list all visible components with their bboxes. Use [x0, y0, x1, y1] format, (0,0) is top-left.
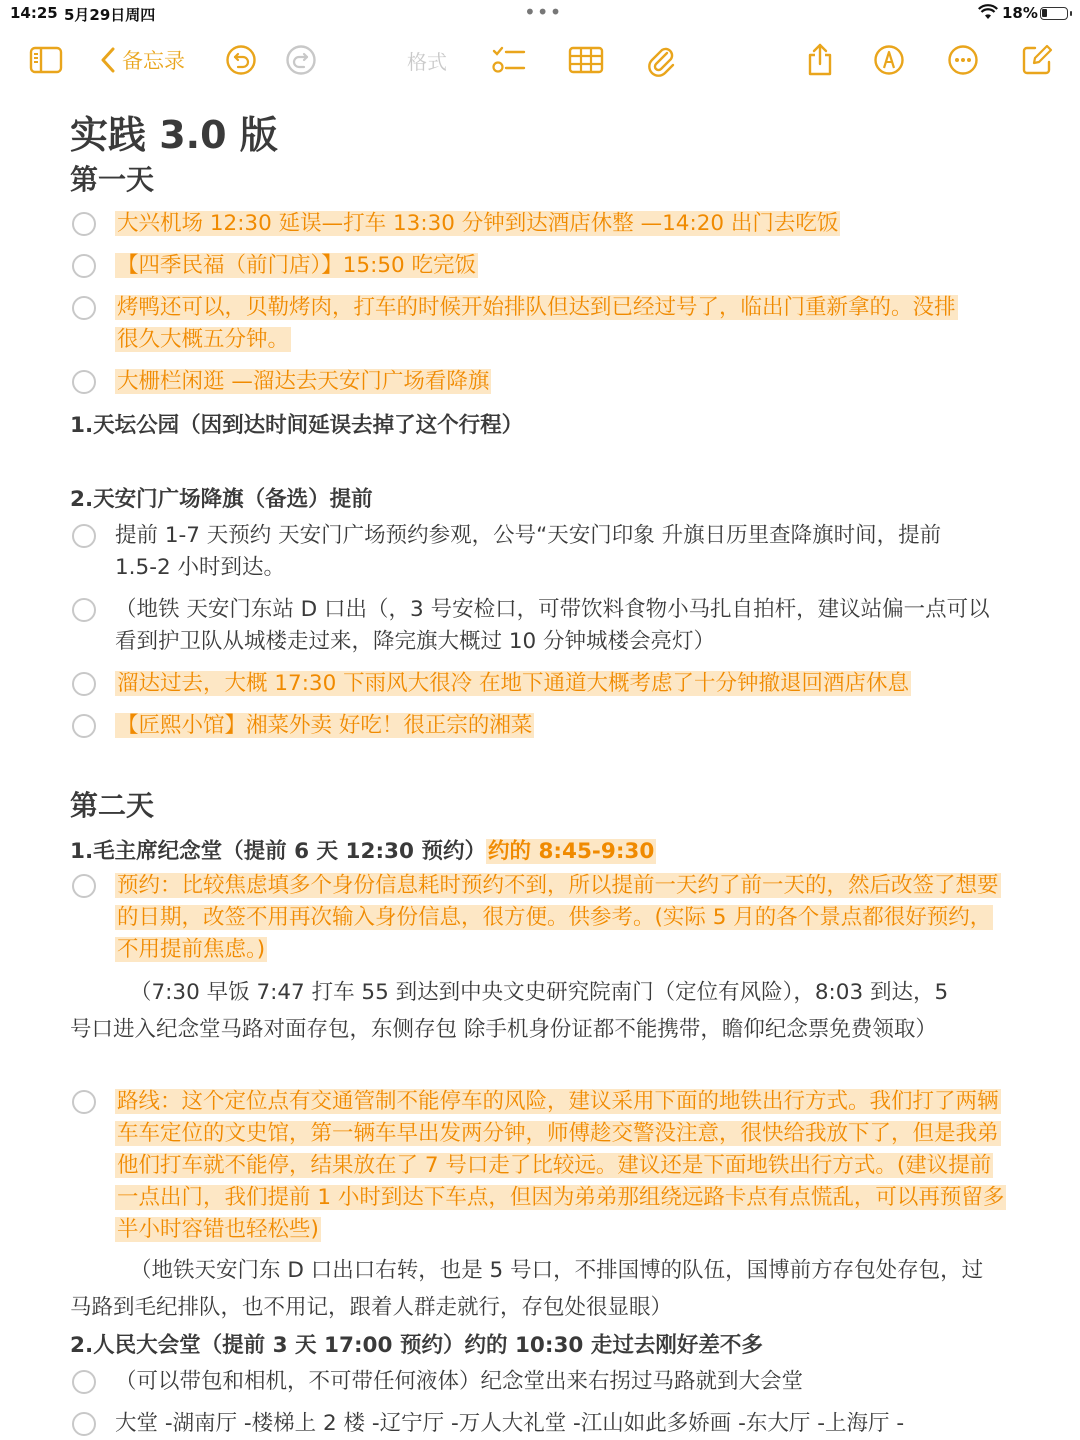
back-label: 备忘录 — [122, 49, 185, 73]
more-options-icon[interactable] — [946, 42, 980, 78]
checkbox[interactable] — [72, 254, 96, 278]
paragraph-subway-route[interactable]: （地铁天安门东 D 口出口右转，也是 5 号口，不排国博的队伍，国博前方存包处存包，过马路到毛纪排队，也不用记，跟着人群走就行，存包处很显眼） — [70, 1258, 984, 1320]
status-date: 5月29日周四 — [64, 6, 156, 24]
checklist-item[interactable] — [70, 710, 1020, 744]
item-text: （地铁 天安门东站 D 口出（，3 号安检口，可带饮料食物小马扎自拍杆，建议站偏一点可以看到护卫队从城楼走过来，降完旗大概过 10 分钟城楼会亮灯） — [115, 597, 990, 654]
checklist-item[interactable] — [70, 366, 1020, 400]
checklist-item[interactable] — [70, 208, 1020, 242]
attachment-icon[interactable] — [644, 42, 678, 78]
item-text: 烤鸭还可以，贝勒烤肉，打车的时候开始排队但达到已经过号了，临出门重新拿的。没排很久大概五分钟。 — [117, 295, 956, 352]
day1-line-flag[interactable]: 2.天安门广场降旗（备选）提前 — [70, 487, 373, 512]
day2-line-great-hall[interactable]: 2.人民大会堂（提前 3 天 17:00 预约）约的 10:30 走过去刚好差不多 — [70, 1333, 763, 1358]
checklist-item[interactable] — [70, 520, 1020, 586]
item-text: （可以带包和相机，不可带任何液体）纪念堂出来右拐过马路就到大会堂 — [115, 1369, 804, 1394]
checkbox[interactable] — [72, 1090, 96, 1114]
battery-icon — [1040, 7, 1068, 20]
redo-icon[interactable] — [284, 42, 318, 78]
format-button[interactable] — [400, 42, 454, 78]
item-text: 大栅栏闲逛 —溜达去天安门广场看降旗 — [117, 369, 490, 394]
memorial-text: 1.毛主席纪念堂（提前 6 天 12:30 预约） — [70, 839, 486, 864]
checkbox[interactable] — [72, 296, 96, 320]
item-text: 预约：比较焦虑填多个身份信息耗时预约不到，所以提前一天约了前一天的，然后改签了想要的日期，改签不用再次输入身份信息，很方便。供参考。(实际 5 月的各个景点都很好预约，不用提前焦虑。) — [117, 873, 999, 962]
format-label: 格式 — [407, 49, 447, 74]
checkbox[interactable] — [72, 370, 96, 394]
undo-icon[interactable] — [224, 42, 258, 78]
checklist-item[interactable] — [70, 668, 1020, 702]
checkbox[interactable] — [72, 714, 96, 738]
heading-day2[interactable]: 第二天 — [70, 789, 155, 822]
item-text: 溜达过去，大概 17:30 下雨风大很冷 在地下通道大概考虑了十分钟撤退回酒店休息 — [117, 671, 909, 696]
checklist-icon[interactable] — [490, 42, 528, 78]
item-text: 大堂 -湖南厅 -楼梯上 2 楼 -辽宁厅 -万人大礼堂 -江山如此多娇画 -东大厅 -上海厅 - — [115, 1411, 905, 1436]
checkbox[interactable] — [72, 1412, 96, 1436]
chevron-left-icon — [100, 47, 116, 73]
paragraph-memorial-route[interactable]: （7:30 早饭 7:47 打车 55 到达到中央文史研究院南门（定位有风险），8:03 到达，5 号口进入纪念堂马路对面存包，东侧存包 除手机身份证都不能携带，瞻仰纪念票免费领取） — [70, 980, 949, 1042]
checkbox[interactable] — [72, 1370, 96, 1394]
checklist-item[interactable] — [70, 1408, 1020, 1440]
item-text: 大兴机场 12:30 延误—打车 13:30 分钟到达酒店休整 —14:20 出门去吃饭 — [117, 211, 839, 236]
checklist-item[interactable] — [70, 870, 1020, 968]
heading-day1[interactable]: 第一天 — [70, 163, 155, 196]
item-text: 提前 1-7 天预约 天安门广场预约参观，公号“天安门印象 升旗日历里查降旗时间，提前 1.5-2 小时到达。 — [115, 523, 942, 580]
checklist-item[interactable] — [70, 594, 1020, 660]
checklist-item[interactable] — [70, 1086, 1020, 1248]
battery-percent: 18% — [1002, 4, 1038, 22]
note-title[interactable]: 实践 3.0 版 — [70, 113, 278, 157]
checkbox[interactable] — [72, 524, 96, 548]
item-text: 路线：这个定位点有交通管制不能停车的风险，建议采用下面的地铁出行方式。我们打了两辆车车定位的文史馆，第一辆车早出发两分钟，师傅趁交警没注意，很快给我放下了，但是我弟他们打车就不能停，结果放在了 7 号口走了比较远。建议还是下面地铁出行方式。(建议提前一点出门，我们提前 1 小时到达下车点，但因为弟弟那组绕远路卡点有点慌乱，可以再预留多半小时容错也轻松些) — [117, 1089, 1005, 1242]
status-time: 14:25 — [10, 4, 58, 22]
checkbox[interactable] — [72, 598, 96, 622]
checklist-item[interactable] — [70, 250, 1020, 284]
checkbox[interactable] — [72, 672, 96, 696]
sidebar-icon[interactable] — [28, 42, 64, 78]
checkbox[interactable] — [72, 874, 96, 898]
day1-line-temple[interactable]: 1.天坛公园（因到达时间延误去掉了这个行程） — [70, 413, 524, 438]
notes-toolbar — [0, 36, 1080, 86]
compose-icon[interactable] — [1020, 42, 1054, 78]
multitask-dots[interactable]: ••• — [524, 0, 563, 24]
markup-pen-icon[interactable] — [872, 42, 906, 78]
memorial-time-highlight: 约的 8:45-9:30 — [487, 839, 655, 864]
checklist-item[interactable] — [70, 1366, 1020, 1400]
table-icon[interactable] — [566, 42, 606, 78]
item-text: 【四季民福（前门店）】15:50 吃完饭 — [117, 253, 477, 278]
share-icon[interactable] — [804, 42, 836, 78]
checklist-item[interactable] — [70, 292, 1020, 358]
checkbox[interactable] — [72, 212, 96, 236]
status-bar — [0, 0, 1080, 28]
wifi-icon — [978, 4, 998, 24]
back-button[interactable] — [100, 42, 210, 78]
day2-line-memorial[interactable] — [70, 834, 656, 865]
item-text: 【匠熙小馆】湘菜外卖 好吃！很正宗的湘菜 — [117, 713, 533, 738]
